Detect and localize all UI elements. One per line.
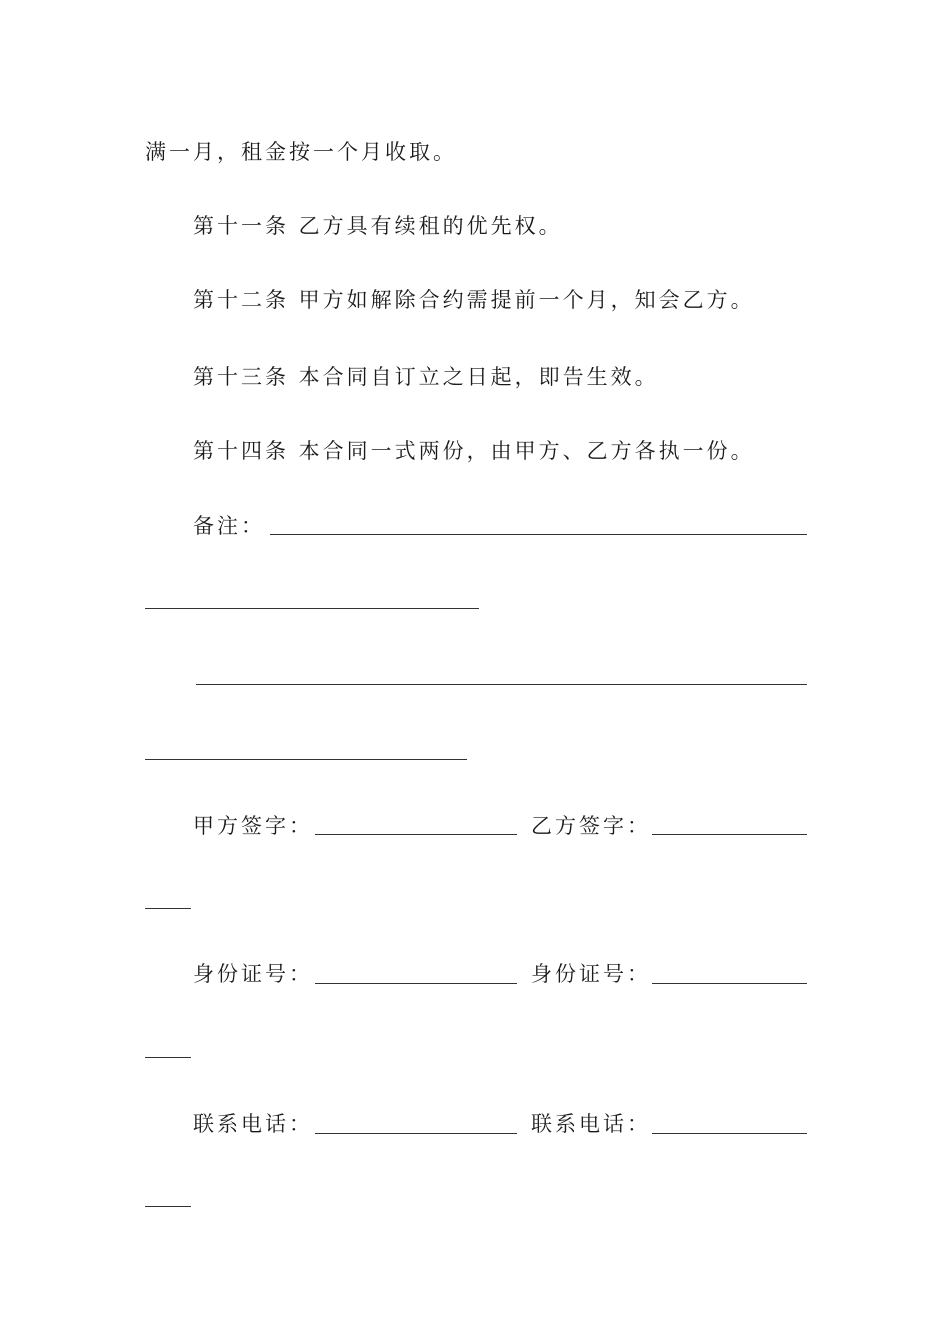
remarks-blank-line-3[interactable] xyxy=(196,684,807,685)
party-b-phone-field[interactable] xyxy=(652,1133,807,1134)
party-b-signature-label: 乙方签字： xyxy=(531,814,651,838)
remarks-blank-line-4[interactable] xyxy=(145,759,467,760)
party-b-id-field[interactable] xyxy=(652,983,807,984)
party-a-id-label: 身份证号： xyxy=(193,962,313,986)
article-11: 第十一条 乙方具有续租的优先权。 xyxy=(193,214,563,238)
party-a-signature-field[interactable] xyxy=(315,834,517,835)
paragraph-continuation: 满一月，租金按一个月收取。 xyxy=(145,140,457,164)
party-a-signature-label: 甲方签字： xyxy=(193,814,313,838)
party-b-signature-field[interactable] xyxy=(652,834,807,835)
party-b-id-field-continuation[interactable] xyxy=(145,1057,191,1058)
remarks-blank-line-2[interactable] xyxy=(145,608,479,609)
party-a-phone-field[interactable] xyxy=(315,1133,517,1134)
remarks-blank-line-1[interactable] xyxy=(270,534,807,535)
party-a-phone-label: 联系电话： xyxy=(193,1112,313,1136)
party-b-phone-label: 联系电话： xyxy=(531,1112,651,1136)
article-14: 第十四条 本合同一式两份，由甲方、乙方各执一份。 xyxy=(193,439,755,463)
article-13: 第十三条 本合同自订立之日起，即告生效。 xyxy=(193,365,659,389)
party-b-id-label: 身份证号： xyxy=(531,962,651,986)
remarks-label: 备注： xyxy=(193,514,265,538)
article-12: 第十二条 甲方如解除合约需提前一个月，知会乙方。 xyxy=(193,288,755,312)
party-b-signature-field-continuation[interactable] xyxy=(145,908,191,909)
party-a-id-field[interactable] xyxy=(315,983,517,984)
party-b-phone-field-continuation[interactable] xyxy=(145,1206,191,1207)
